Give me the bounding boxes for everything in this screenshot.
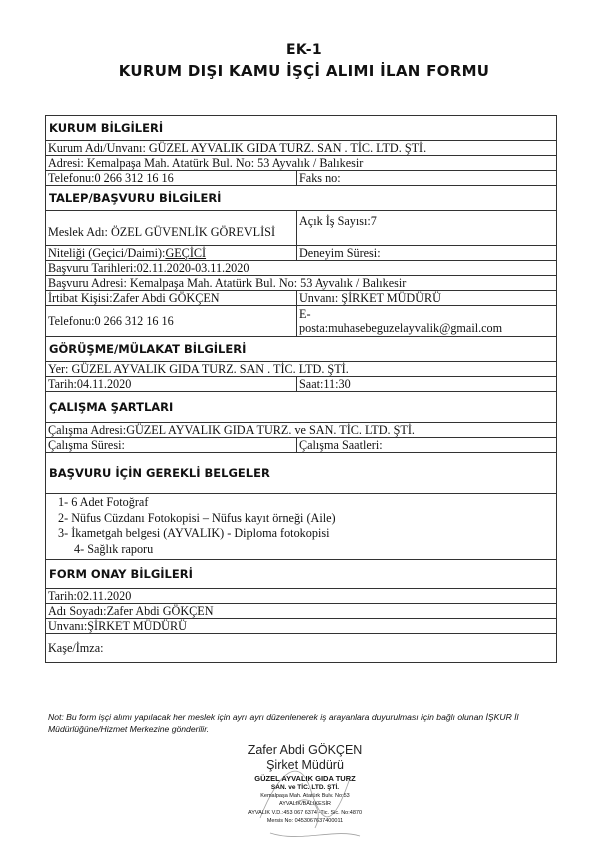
onay-adi: Adı Soyadı:Zafer Abdi GÖKÇEN (48, 604, 214, 618)
talep-niteligi (46, 246, 297, 260)
kurum-address: Adresi: Kemalpaşa Mah. Atatürk Bul. No: 53 Ayvalık / Balıkesir (48, 156, 364, 170)
form-title: KURUM DIŞI KAMU İŞÇİ ALIMI İLAN FORMU (118, 62, 490, 80)
signature-scribble (240, 748, 380, 848)
talep-phone: Telefonu:0 266 312 16 16 (46, 306, 297, 336)
email-line-1: E- (299, 307, 311, 321)
section-kurum-heading: KURUM BİLGİLERİ (46, 116, 556, 141)
section-talep-heading: TALEP/BAŞVURU BİLGİLERİ (46, 186, 556, 211)
stamp-tax: AYVALIK V.D.:453 067 6374 -Tic. Sic. No:4870 (247, 810, 363, 816)
section-gorusme-heading: GÖRÜŞME/MÜLAKAT BİLGİLERİ (46, 337, 556, 362)
talep-meslek: Meslek Adı: ÖZEL GÜVENLİK GÖREVLİSİ (46, 211, 297, 245)
section-onay-heading: FORM ONAY BİLGİLERİ (46, 560, 556, 589)
kurum-fax: Faks no: (299, 171, 341, 185)
form-code: EK-1 (286, 42, 322, 58)
form-note: Not: Bu form işçi alımı yapılacak her meslek için ayrı ayrı düzenlenerek iş arayanlara duyurulması için bağlı olunan İŞKUR İl Müdürlüğüne/Hizmet Merkezine gönderilir. (48, 712, 519, 734)
stamp-name: Zafer Abdi GÖKÇEN (247, 743, 363, 757)
belge-item: 4- Sağlık raporu (74, 541, 154, 556)
section-calisma-heading: ÇALIŞMA ŞARTLARI (46, 392, 556, 423)
calisma-suresi: Çalışma Süresi: (46, 438, 297, 452)
onay-kase-imza: Kaşe/İmza: (48, 640, 104, 655)
belge-item: 2- Nüfus Cüzdanı Fotokopisi – Nüfus kayıt örneği (Aile) (58, 510, 336, 525)
stamp-mersis: Mersis No: 0453067637400011 (266, 818, 344, 824)
talep-email (297, 306, 556, 336)
belge-item: 1- 6 Adet Fotoğraf (58, 495, 149, 509)
onay-tarih: Tarih:02.11.2020 (48, 589, 132, 603)
stamp-address-1: Kemalpaşa Mah. Atatürk Bulv. No:53 (260, 793, 350, 799)
talep-unvani: Unvanı: ŞİRKET MÜDÜRÜ (299, 291, 441, 305)
stamp-title: Şirket Müdürü (266, 758, 344, 772)
talep-acik-is: Açık İş Sayısı:7 (299, 214, 377, 228)
talep-deneyim: Deneyim Süresi: (299, 246, 381, 260)
calisma-adres: Çalışma Adresi:GÜZEL AYVALIK GIDA TURZ. ve SAN. TİC. LTD. ŞTİ. (48, 423, 415, 437)
kurum-name: Kurum Adı/Unvanı: GÜZEL AYVALIK GIDA TURZ. SAN . TİC. LTD. ŞTİ. (48, 141, 427, 155)
stamp-company-1: GÜZEL AYVALIK GIDA TURZ (254, 774, 356, 783)
niteligi-label: Niteliği (Geçici/Daimi): (48, 246, 166, 260)
calisma-saatleri: Çalışma Saatleri: (299, 438, 383, 452)
talep-tarihleri: Başvuru Tarihleri:02.11.2020-03.11.2020 (48, 261, 250, 275)
niteligi-value: GEÇİCİ (165, 246, 207, 260)
talep-irtibat: İrtibat Kişisi:Zafer Abdi GÖKÇEN (46, 291, 297, 305)
belge-item: 3- İkametgah belgesi (AYVALIK) - Diploma fotokopisi (58, 526, 330, 540)
section-belgeler-heading: BAŞVURU İÇİN GEREKLİ BELGELER (46, 453, 556, 494)
stamp-company-2: SAN. ve TİC. LTD. ŞTİ. (270, 784, 340, 791)
gorusme-yer: Yer: GÜZEL AYVALIK GIDA TURZ. SAN . TİC. LTD. ŞTİ. (48, 362, 349, 376)
belgeler-list (46, 494, 556, 560)
announcement-form (45, 115, 557, 663)
onay-unvani: Unvanı:ŞİRKET MÜDÜRÜ (48, 619, 187, 633)
gorusme-saat: Saat:11:30 (299, 377, 351, 391)
talep-adres: Başvuru Adresi: Kemalpaşa Mah. Atatürk Bul. No: 53 Ayvalık / Balıkesir (48, 276, 407, 290)
email-line-2: posta:muhasebeguzelayvalik@gmail.com (299, 321, 503, 335)
stamp-address-2: AYVALIK/BALIKESİR (278, 801, 332, 807)
kurum-phone: Telefonu:0 266 312 16 16 (46, 171, 297, 185)
gorusme-tarih: Tarih:04.11.2020 (46, 377, 297, 391)
